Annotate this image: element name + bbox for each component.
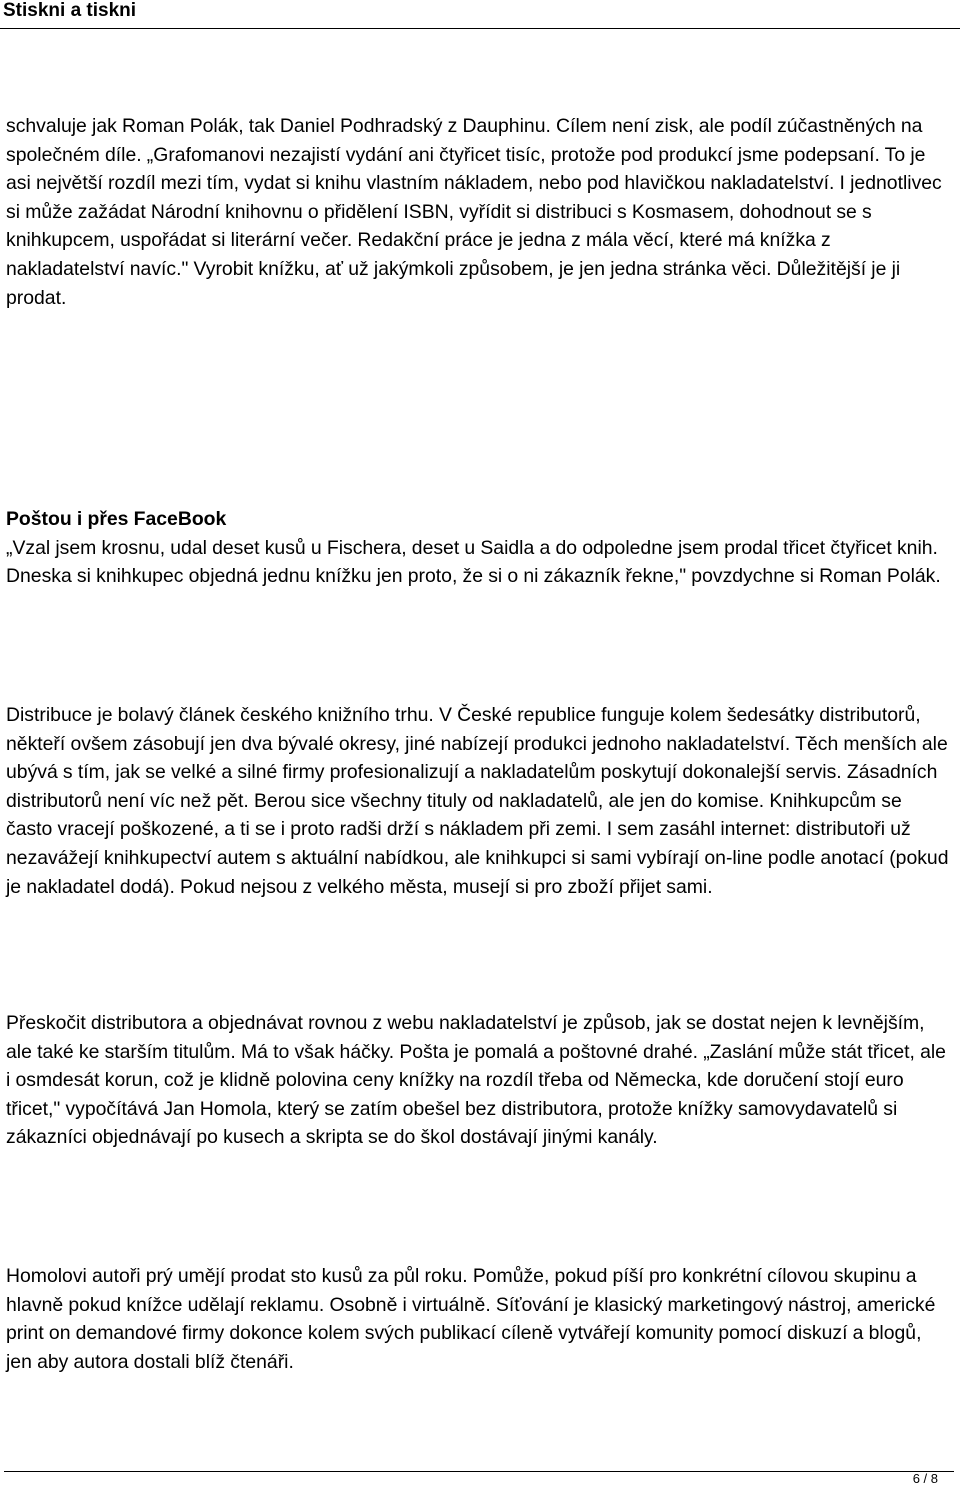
paragraph-3: Distribuce je bolavý článek českého knižního trhu. V České republice funguje kolem šedesátky distributorů, někteří ovšem zásobují jen dva bývalé okresy, jiné nabízejí produkci jednoho nakladatelství. Těch menších ale ubývá s tím, jak se velké a silné firmy profesionalizují a nakladatelům poskytují dokonalejší servis. Zásadních distributorů není víc než pět. Berou sice všechny tituly od nakladatelů, ale jen do komise. Knihkupcům se často vracejí poškozené, a ti se i proto radši drží s nákladem při zemi. I sem zasáhl internet: distributoři už nezavážejí knihkupectví autem s aktuální nabídkou, ale knihkupci si sami vybírají on-line podle anotací (pokud je nakladatel dodá). Pokud nejsou z velkého města, musejí si pro zboží přijet sami.: [6, 704, 949, 898]
paragraph-5: Homolovi autoři prý umějí prodat sto kusů za půl roku. Pomůže, pokud píší pro konkrétní cílovou skupinu a hlavně pokud knížce udělají reklamu. Osobně i virtuálně. Síťování je klasický marketingový nástroj, americké print on demandové firmy dokonce kolem svých publikací cíleně vytvářejí komunity pomocí diskuzí a blogů, jen aby autora dostali blíž čtenáři.: [6, 1265, 936, 1373]
paragraph-1: schvaluje jak Roman Polák, tak Daniel Podhradský z Dauphinu. Cílem není zisk, ale podíl zúčastněných na společném díle. „Grafomanovi nezajistí vydání ani čtyřicet tisíc, protože pod produkcí jsme podepsaní. To je asi největší rozdíl mezi tím, vydat si knihu vlastním nákladem, nebo pod hlavičkou nakladatelství. I jednotlivec si může zažádat Národní knihovnu o přidělení ISBN, vyřídit si distribuci s Kosmasem, dohodnout se s knihkupcem, uspořádat si literární večer. Redakční práce je jedna z mála věcí, které má knížka z nakladatelství navíc." Vyrobit knížku, ať už jakýmkoli způsobem, je jen jedna stránka věci. Důležitější je ji prodat.: [6, 115, 942, 309]
section-heading: Poštou i přes FaceBook: [6, 508, 227, 530]
page-number: 6 / 8: [912, 1471, 938, 1486]
paragraph-4: Přeskočit distributora a objednávat rovnou z webu nakladatelství je způsob, jak se dostat nejen k levnějším, ale také ke starším titulům. Má to však háčky. Pošta je pomalá a poštovné drahé. „Zaslání může stát třicet, ale i osmdesát korun, což je klidně polovina ceny knížky na rozdíl třeba od Německa, kde doručení stojí euro třicet," vypočítává Jan Homola, který se zatím obešel bez distributora, protože knížky samovydavatelů si zákazníci objednávají po kusech a skripta se do škol dostávají jinými kanály.: [6, 1012, 946, 1149]
page-title: Stiskni a tiskni: [3, 0, 137, 21]
section-block: [6, 505, 952, 591]
paragraph-2: „Vzal jsem krosnu, udal deset kusů u Fischera, deset u Saidla a do odpoledne jsem prodal třicet čtyřicet knih. Dneska si knihkupec objedná jednu knížku jen proto, že si o ni zákazník řekne," povzdychne si Roman Polák.: [6, 536, 941, 588]
title-divider: [0, 28, 960, 29]
footer-divider: [4, 1471, 954, 1472]
